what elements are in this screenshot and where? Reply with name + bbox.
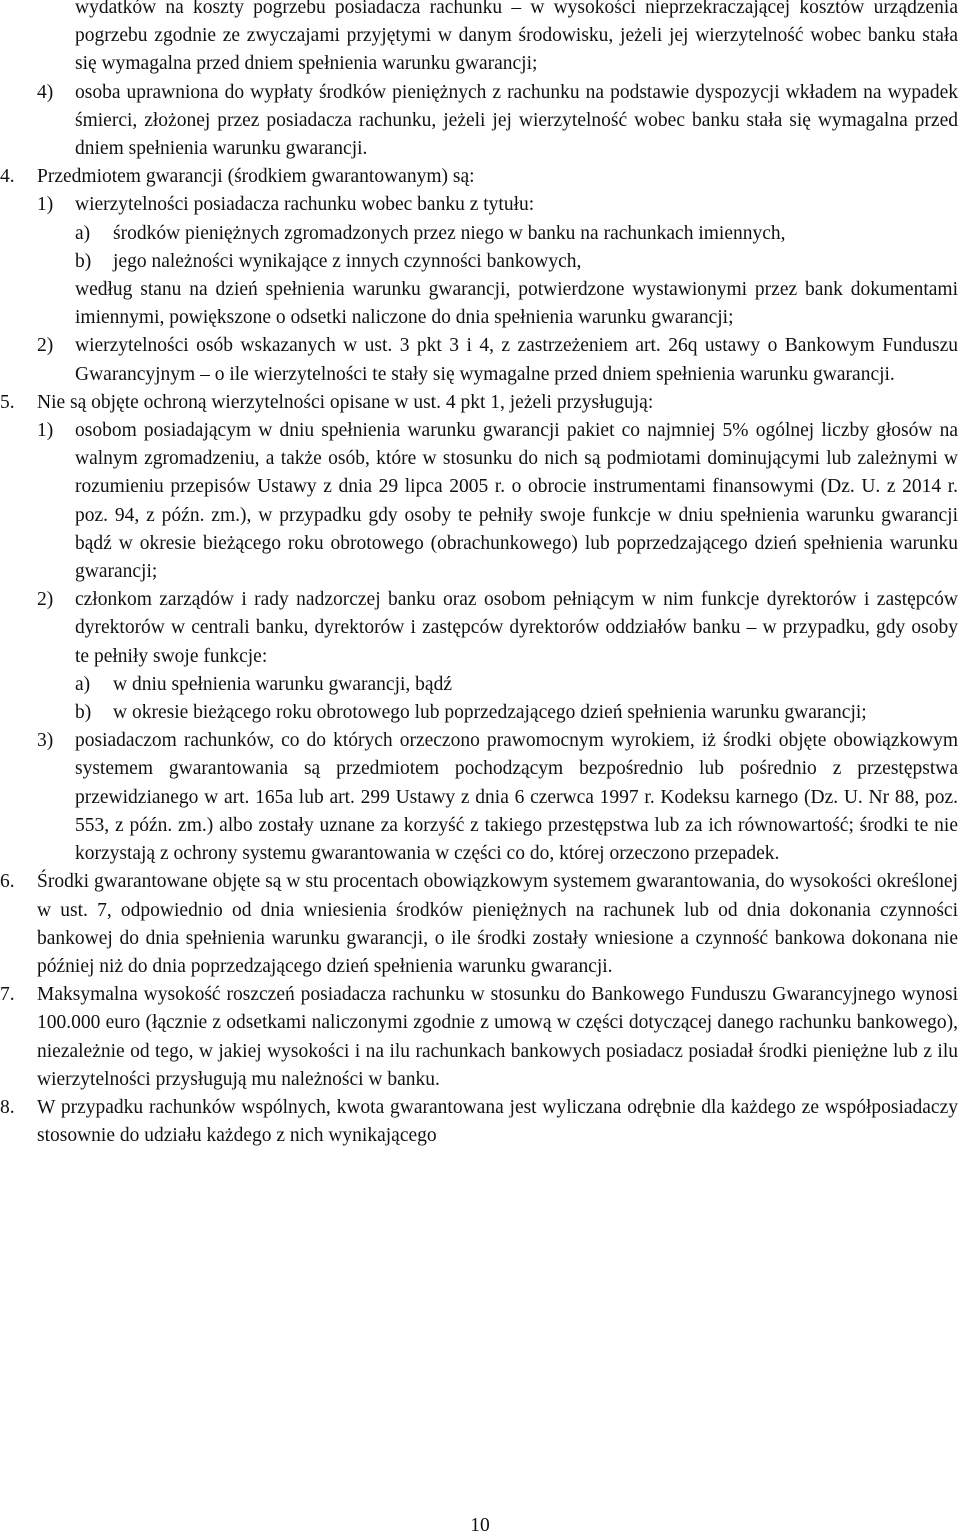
paragraph-text: wierzytelności osób wskazanych w ust. 3 pkt 3 i 4, z zastrzeżeniem art. 26q ustawy o Bankowym Funduszu Gwarancyjnym – o ile wierzytelności te stały się wymagalne przed dniem spełnienia warunku gwarancji. [75, 335, 958, 385]
paragraph [0, 79, 960, 164]
paragraph-text: Środki gwarantowane objęte są w stu procentach obowiązkowym systemem gwarantowania, do wysokości określonej w ust. 7, odpowiednio od dnia wniesienia środków pieniężnych na rachunek lub od dnia dokonania czynności bankowej do dnia spełnienia warunku gwarancji, o ile środki zostały wniesione a czynność bankowa dokonana nie później niż do dnia poprzedzającego dzień spełnienia warunku gwarancji. [37, 871, 958, 977]
paragraph-text: osobom posiadającym w dniu spełnienia warunku gwarancji pakiet co najmniej 5% ogólnej liczby głosów na walnym zgromadzeniu, a także osób, które w stosunku do nich są podmiotami dominującymi lub zależnymi w rozumieniu przepisów Ustawy z dnia 29 lipca 2005 r. o obrocie instrumentami finansowymi (Dz. U. z 2014 r. poz. 94, z późn. zm.), w przypadku gdy osoby te pełniły swoje funkcje w dniu spełnienia warunku gwarancji bądź w okresie bieżącego roku obrotowego (obrachunkowego) lub poprzedzającego dzień spełnienia warunku gwarancji; [75, 420, 958, 583]
page-number: 10 [470, 1515, 490, 1536]
paragraph-text: osoba uprawniona do wypłaty środków pieniężnych z rachunku na podstawie dyspozycji wkładem na wypadek śmierci, złożonej przez posiadacza rachunku, jeżeli jej wierzytelność wobec banku stała się wymagalna przed dniem spełnienia warunku gwarancji. [75, 81, 958, 160]
paragraph-text: w dniu spełnienia warunku gwarancji, bądź [113, 673, 452, 695]
list-marker: b) [75, 250, 92, 272]
paragraph [0, 727, 960, 868]
paragraph [0, 332, 960, 388]
list-marker: a) [75, 222, 91, 244]
paragraph-text: członkom zarządów i rady nadzorczej banku oraz osobom pełniącym w nim funkcje dyrektorów i zastępców dyrektorów w centrali banku, dyrektorów i zastępców dyrektorów oddziałów banku – w przypadku, gdy osoby te pełniły swoje funkcje: [75, 589, 958, 667]
list-marker: b) [75, 702, 92, 724]
list-marker: 4) [37, 81, 54, 103]
paragraph [0, 0, 960, 79]
paragraph-text: środków pieniężnych zgromadzonych przez niego w banku na rachunkach imiennych, [113, 222, 786, 244]
list-marker: 7. [0, 984, 15, 1006]
paragraph-text: Nie są objęte ochroną wierzytelności opisane w ust. 4 pkt 1, jeżeli przysługują: [37, 391, 654, 413]
paragraph-text: wierzytelności posiadacza rachunku wobec banku z tytułu: [75, 194, 535, 216]
paragraph [0, 248, 960, 276]
list-marker: 2) [37, 589, 54, 611]
paragraph [0, 191, 960, 219]
list-marker: 1) [37, 194, 54, 216]
paragraph [0, 868, 960, 981]
paragraph-text: w okresie bieżącego roku obrotowego lub poprzedzającego dzień spełnienia warunku gwarancji; [113, 702, 867, 724]
paragraph [0, 671, 960, 699]
paragraph [0, 389, 960, 417]
list-marker: 1) [37, 420, 54, 442]
list-marker: 8. [0, 1096, 15, 1118]
paragraph-text: W przypadku rachunków wspólnych, kwota gwarantowana jest wyliczana odrębnie dla każdego ze współposiadaczy stosownie do udziału każdego z nich wynikającego [37, 1096, 958, 1147]
paragraph [0, 699, 960, 727]
paragraph-text: Maksymalna wysokość roszczeń posiadacza rachunku w stosunku do Bankowego Funduszu Gwarancyjnego wynosi 100.000 euro (łącznie z odsetkami naliczonymi zgodnie z umową w części dotyczącej danego rachunku bankowego), niezależnie od tego, w jakiej wysokości i na ilu rachunkach bankowych posiadacz posiadał środki pieniężne lub z ilu wierzytelności przysługują mu należności w banku. [37, 984, 958, 1090]
paragraph-text: wydatków na koszty pogrzebu posiadacza rachunku – w wysokości nieprzekraczającej kosztów urządzenia pogrzebu zgodnie ze zwyczajami przyjętymi w danym środowisku, jeżeli jej wierzytelność wobec banku stała się wymagalna przed dniem spełnienia warunku gwarancji; [75, 0, 958, 75]
paragraph [0, 163, 960, 191]
paragraph [0, 1094, 960, 1150]
list-marker: a) [75, 673, 91, 695]
list-marker: 5. [0, 391, 15, 413]
paragraph [0, 220, 960, 248]
paragraph-text: jego należności wynikające z innych czynności bankowych, [113, 250, 582, 272]
paragraph-text: Przedmiotem gwarancji (środkiem gwarantowanym) są: [37, 166, 475, 188]
paragraph [0, 981, 960, 1094]
list-marker: 4. [0, 166, 15, 188]
paragraph [0, 586, 960, 671]
paragraph [0, 276, 960, 332]
paragraph [0, 417, 960, 586]
list-marker: 3) [37, 730, 54, 752]
list-marker: 6. [0, 871, 15, 893]
paragraph-text: według stanu na dzień spełnienia warunku gwarancji, potwierdzone wystawionymi przez bank dokumentami imiennymi, powiększone o odsetki naliczone do dnia spełnienia warunku gwarancji; [75, 279, 958, 329]
paragraph-text: posiadaczom rachunków, co do których orzeczono prawomocnym wyrokiem, iż środki objęte obowiązkowym systemem gwarantowania są przedmiotem pochodzącym bezpośrednio lub pośrednio z przestępstwa przewidzianego w art. 165a lub art. 299 Ustawy z dnia 6 czerwca 1997 r. Kodeksu karnego (Dz. U. Nr 88, poz. 553, z późn. zm.) albo zostały uznane za korzyść z takiego przestępstwa lub za ich równowartość; środki te nie korzystają z ochrony systemu gwarantowania w części co do, której orzeczono przepadek. [75, 730, 958, 865]
list-marker: 2) [37, 335, 54, 357]
